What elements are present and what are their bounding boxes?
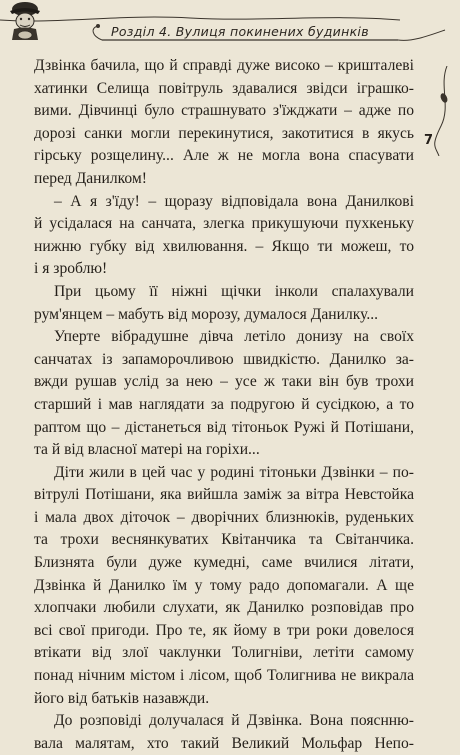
text-line: рум'янцем – мабуть від морозу, думалося Данилку... — [34, 305, 379, 323]
text-line: вими. Дівчинці було страшнувато з'їжджати – адже по — [34, 102, 414, 120]
text-line: хатинки Селища повітруль здавалися звідси іграшко- — [34, 79, 414, 97]
text-line: старший і мав наглядати за подругою й сусідкою, а то — [34, 395, 414, 413]
text-line: та трохи веснянкуватих Квітанчика та Світанчика. — [34, 531, 414, 549]
text-line: Дзвінка й Данилко їм у тому радо допомагали. А ще — [34, 576, 414, 594]
text-line: Уперте вібрадушне дівча летіло донизу на своїх — [54, 328, 414, 346]
text-line: вжди рушав услід за нею – усе ж таки він був трохи — [34, 373, 414, 391]
text-line: понад нічним містом і лісом, щоб Толигнива не викрала — [34, 667, 414, 685]
text-line: перед Данилком! — [34, 169, 147, 187]
text-line: раптом що – дістанеться від тітоньок Ружі й Потішани, — [34, 418, 414, 436]
text-line: вітрулі Потішани, яка вийшла заміж за вітра Невстойка — [34, 486, 414, 504]
text-line: хлопчаки любили слухати, як Данилко розповідав про — [34, 599, 414, 617]
text-line: – А я з'їду! – щоразу відповідала вона Данилкові — [54, 192, 414, 210]
text-line: Близнята були дуже кумедні, саме вчилися літати, — [34, 554, 414, 572]
text-line: До розповіді долучалася й Дзвінка. Вона пояснню- — [54, 712, 414, 730]
text-line: Діти жили в цей час у родині тітоньки Дзвінки – по- — [54, 463, 414, 481]
text-line: і мала двох діточок – дворічних близнюків, руденьких — [34, 508, 414, 526]
header-band — [0, 0, 460, 44]
text-line: санчатах із запаморочливою швидкістю. Данилко за- — [34, 350, 414, 368]
text-line: При цьому її ніжні щічки інколи спалахували — [54, 282, 414, 300]
text-line: його від батьків назавжди. — [34, 689, 210, 707]
text-line: нижню губку від хвилювання. – Якщо ти можеш, то — [34, 237, 414, 255]
running-head: Розділ 4. Вулиця покинених будинків — [111, 24, 369, 39]
text-line: дорозі санки могли перекинутися, закотитися в якусь — [34, 124, 414, 142]
text-line: та й від власної матері на горіхи... — [34, 441, 260, 459]
body-text — [34, 55, 414, 755]
text-line: всі свої пригоди. Про те, як йому в три роки довелося — [34, 621, 414, 639]
page-number: 7 — [424, 133, 434, 148]
text-line: і я зроблю! — [34, 260, 108, 278]
text-line: й усідалася на санчата, злегка прикушуючи пухкеньку — [34, 215, 414, 233]
text-line: Дзвінка бачила, що й справді дуже високо – кришталеві — [34, 57, 414, 74]
text-line: гірську розщелину... Але ж не могла вона спасувати — [34, 147, 414, 165]
text-line: втікати від злої чаклунки Толигніви, летіти самому — [34, 644, 414, 662]
gnome-mascot-icon — [0, 0, 50, 42]
text-line: вала малятам, хто такий Великий Мольфар Непо- — [34, 734, 414, 752]
